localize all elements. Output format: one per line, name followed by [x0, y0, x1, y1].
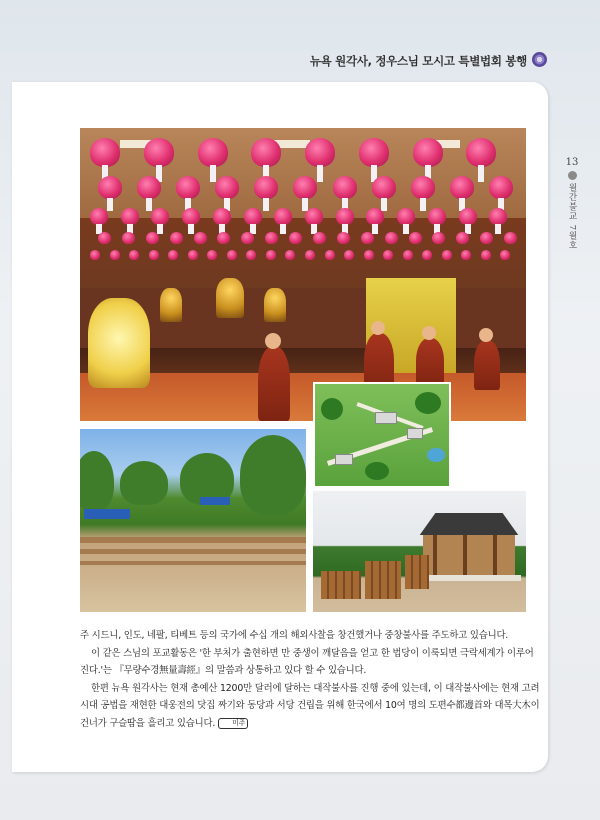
paper-lantern	[364, 250, 374, 260]
lantern-tag	[157, 224, 163, 234]
paper-lantern	[397, 208, 415, 225]
paper-lantern	[188, 250, 198, 260]
monk-head	[479, 328, 493, 342]
paper-lantern	[459, 208, 477, 225]
foundation-beam	[80, 561, 306, 565]
paper-lantern	[198, 138, 228, 167]
lantern-tag	[302, 198, 308, 211]
side-page-label	[564, 157, 580, 250]
paper-lantern	[403, 250, 413, 260]
map-tree	[415, 392, 441, 414]
lumber-stack	[405, 555, 429, 589]
paper-lantern	[285, 250, 295, 260]
paper-lantern	[481, 250, 491, 260]
paper-lantern	[385, 232, 398, 244]
temple-roof	[413, 513, 525, 535]
paper-lantern	[246, 250, 256, 260]
temple-map-photo	[313, 382, 451, 488]
paper-lantern	[305, 208, 323, 225]
map-tree	[365, 462, 389, 480]
paper-lantern	[456, 232, 469, 244]
paper-lantern	[359, 138, 389, 167]
monk-figure	[258, 346, 290, 421]
paper-lantern	[98, 176, 122, 199]
paper-lantern	[489, 176, 513, 199]
paper-lantern	[305, 250, 315, 260]
buddha-statue	[216, 278, 244, 318]
paper-lantern	[217, 232, 230, 244]
paper-lantern	[337, 232, 350, 244]
page-number: 13	[565, 157, 579, 168]
paper-lantern	[366, 208, 384, 225]
paper-lantern	[227, 250, 237, 260]
paper-lantern	[409, 232, 422, 244]
lantern-tag	[146, 198, 152, 211]
glowing-lantern	[88, 298, 150, 388]
paper-lantern	[182, 208, 200, 225]
article-paragraph: 주 시드니, 인도, 네팔, 티베트 등의 국가에 수십 개의 해외사찰을 창건했거나 중창불사를 주도하고 있습니다.	[80, 630, 509, 641]
paper-lantern	[146, 232, 159, 244]
buddha-statue	[160, 288, 182, 322]
paper-lantern	[428, 208, 446, 225]
temple-column	[493, 535, 497, 575]
paper-lantern	[293, 176, 317, 199]
monk-figure	[474, 340, 500, 390]
paper-lantern	[442, 250, 452, 260]
lantern-tag	[188, 224, 194, 234]
paper-lantern	[413, 138, 443, 167]
temple-column	[433, 535, 437, 575]
paper-lantern	[170, 232, 183, 244]
paper-lantern	[110, 250, 120, 260]
magazine-issue: 월간불교 7월호	[567, 183, 577, 251]
paper-lantern	[207, 250, 217, 260]
paper-lantern	[241, 232, 254, 244]
article-paragraph: 이 같은 스님의 포교활동은 '한 부처가 출현하면 만 중생이 깨달음을 얻고 한 법당이 이룩되면 극락세계가 이루어진다.'는 『무량수경無量壽經』의 말씀과 상통하고 있다 할 수 있습니다.	[80, 647, 534, 677]
paper-lantern	[151, 208, 169, 225]
lantern-tag	[317, 165, 323, 182]
map-building	[375, 412, 397, 424]
article-body	[80, 627, 540, 733]
paper-lantern	[213, 208, 231, 225]
paper-lantern	[90, 138, 120, 167]
lantern-tag	[403, 224, 409, 234]
paper-lantern	[432, 232, 445, 244]
blue-tarp	[200, 497, 230, 505]
paper-lantern	[466, 138, 496, 167]
lantern-hall-photo	[80, 128, 526, 421]
temple-column	[463, 535, 467, 575]
paper-lantern	[176, 176, 200, 199]
blue-tarp	[84, 509, 130, 519]
article-paragraph	[80, 680, 540, 733]
lantern-tag	[381, 198, 387, 211]
paper-lantern	[265, 232, 278, 244]
article-paragraph-text: 한편 뉴욕 원각사는 현재 총예산 1200만 달러에 달하는 대작불사를 진행 중에 있는데, 이 대작불사에는 현재 고려시대 공법을 재현한 대웅전의 닷집 짜기와 동당과 서당 건립을 위해 한국에서 10여 명의 도편수都邊首와 대목大木이 건너가 구슬땀을 흘리고 있습니다.	[80, 682, 540, 729]
end-mark: 미주	[218, 718, 248, 729]
paper-lantern	[383, 250, 393, 260]
paper-lantern	[244, 208, 262, 225]
monk-head	[371, 321, 385, 335]
paper-lantern	[289, 232, 302, 244]
monk-head	[265, 333, 281, 349]
paper-lantern	[121, 208, 139, 225]
tree	[120, 461, 168, 505]
monk-head	[422, 326, 436, 340]
lumber-stack	[365, 561, 401, 599]
dharma-wheel-icon	[532, 52, 547, 67]
paper-lantern	[137, 176, 161, 199]
paper-lantern	[266, 250, 276, 260]
lantern-tag	[107, 198, 113, 211]
paper-lantern	[336, 208, 354, 225]
paper-lantern	[372, 176, 396, 199]
paper-lantern	[215, 176, 239, 199]
paper-lantern	[461, 250, 471, 260]
paper-lantern	[254, 176, 278, 199]
lantern-tag	[280, 224, 286, 234]
paper-lantern	[305, 138, 335, 167]
paper-lantern	[144, 138, 174, 167]
paper-lantern	[489, 208, 507, 225]
lantern-tag	[495, 224, 501, 234]
paper-lantern	[90, 250, 100, 260]
paper-lantern	[504, 232, 517, 244]
paper-lantern	[422, 250, 432, 260]
paper-lantern	[313, 232, 326, 244]
paper-lantern	[333, 176, 357, 199]
construction-site-photo	[80, 429, 306, 612]
paper-lantern	[274, 208, 292, 225]
paper-lantern	[98, 232, 111, 244]
lantern-tag	[478, 165, 484, 182]
paper-lantern	[411, 176, 435, 199]
paper-lantern	[500, 250, 510, 260]
lumber-stack	[321, 571, 361, 599]
paper-lantern	[325, 250, 335, 260]
tree	[240, 435, 306, 515]
monk-figure	[416, 338, 444, 388]
paper-lantern	[149, 250, 159, 260]
paper-lantern	[129, 250, 139, 260]
paper-lantern	[194, 232, 207, 244]
buddha-statue	[264, 288, 286, 322]
map-building	[335, 454, 353, 465]
lantern-tag	[210, 165, 216, 182]
tree	[80, 451, 114, 511]
map-pond	[427, 448, 445, 462]
paper-lantern	[122, 232, 135, 244]
paper-lantern	[168, 250, 178, 260]
map-building	[407, 428, 423, 439]
foundation-beam	[80, 537, 306, 543]
lantern-tag	[263, 198, 269, 211]
paper-lantern	[361, 232, 374, 244]
map-tree	[321, 398, 343, 420]
temple-base	[417, 575, 521, 581]
paper-lantern	[344, 250, 354, 260]
paper-lantern	[480, 232, 493, 244]
paper-lantern	[251, 138, 281, 167]
temple-photo	[313, 491, 526, 612]
side-dot-icon	[568, 171, 577, 180]
lantern-tag	[420, 198, 426, 211]
article-header-title: 뉴욕 원각사, 정우스님 모시고 특별법회 봉행	[309, 54, 527, 68]
paper-lantern	[450, 176, 474, 199]
paper-lantern	[90, 208, 108, 225]
lantern-tag	[372, 224, 378, 234]
foundation-beam	[80, 549, 306, 554]
